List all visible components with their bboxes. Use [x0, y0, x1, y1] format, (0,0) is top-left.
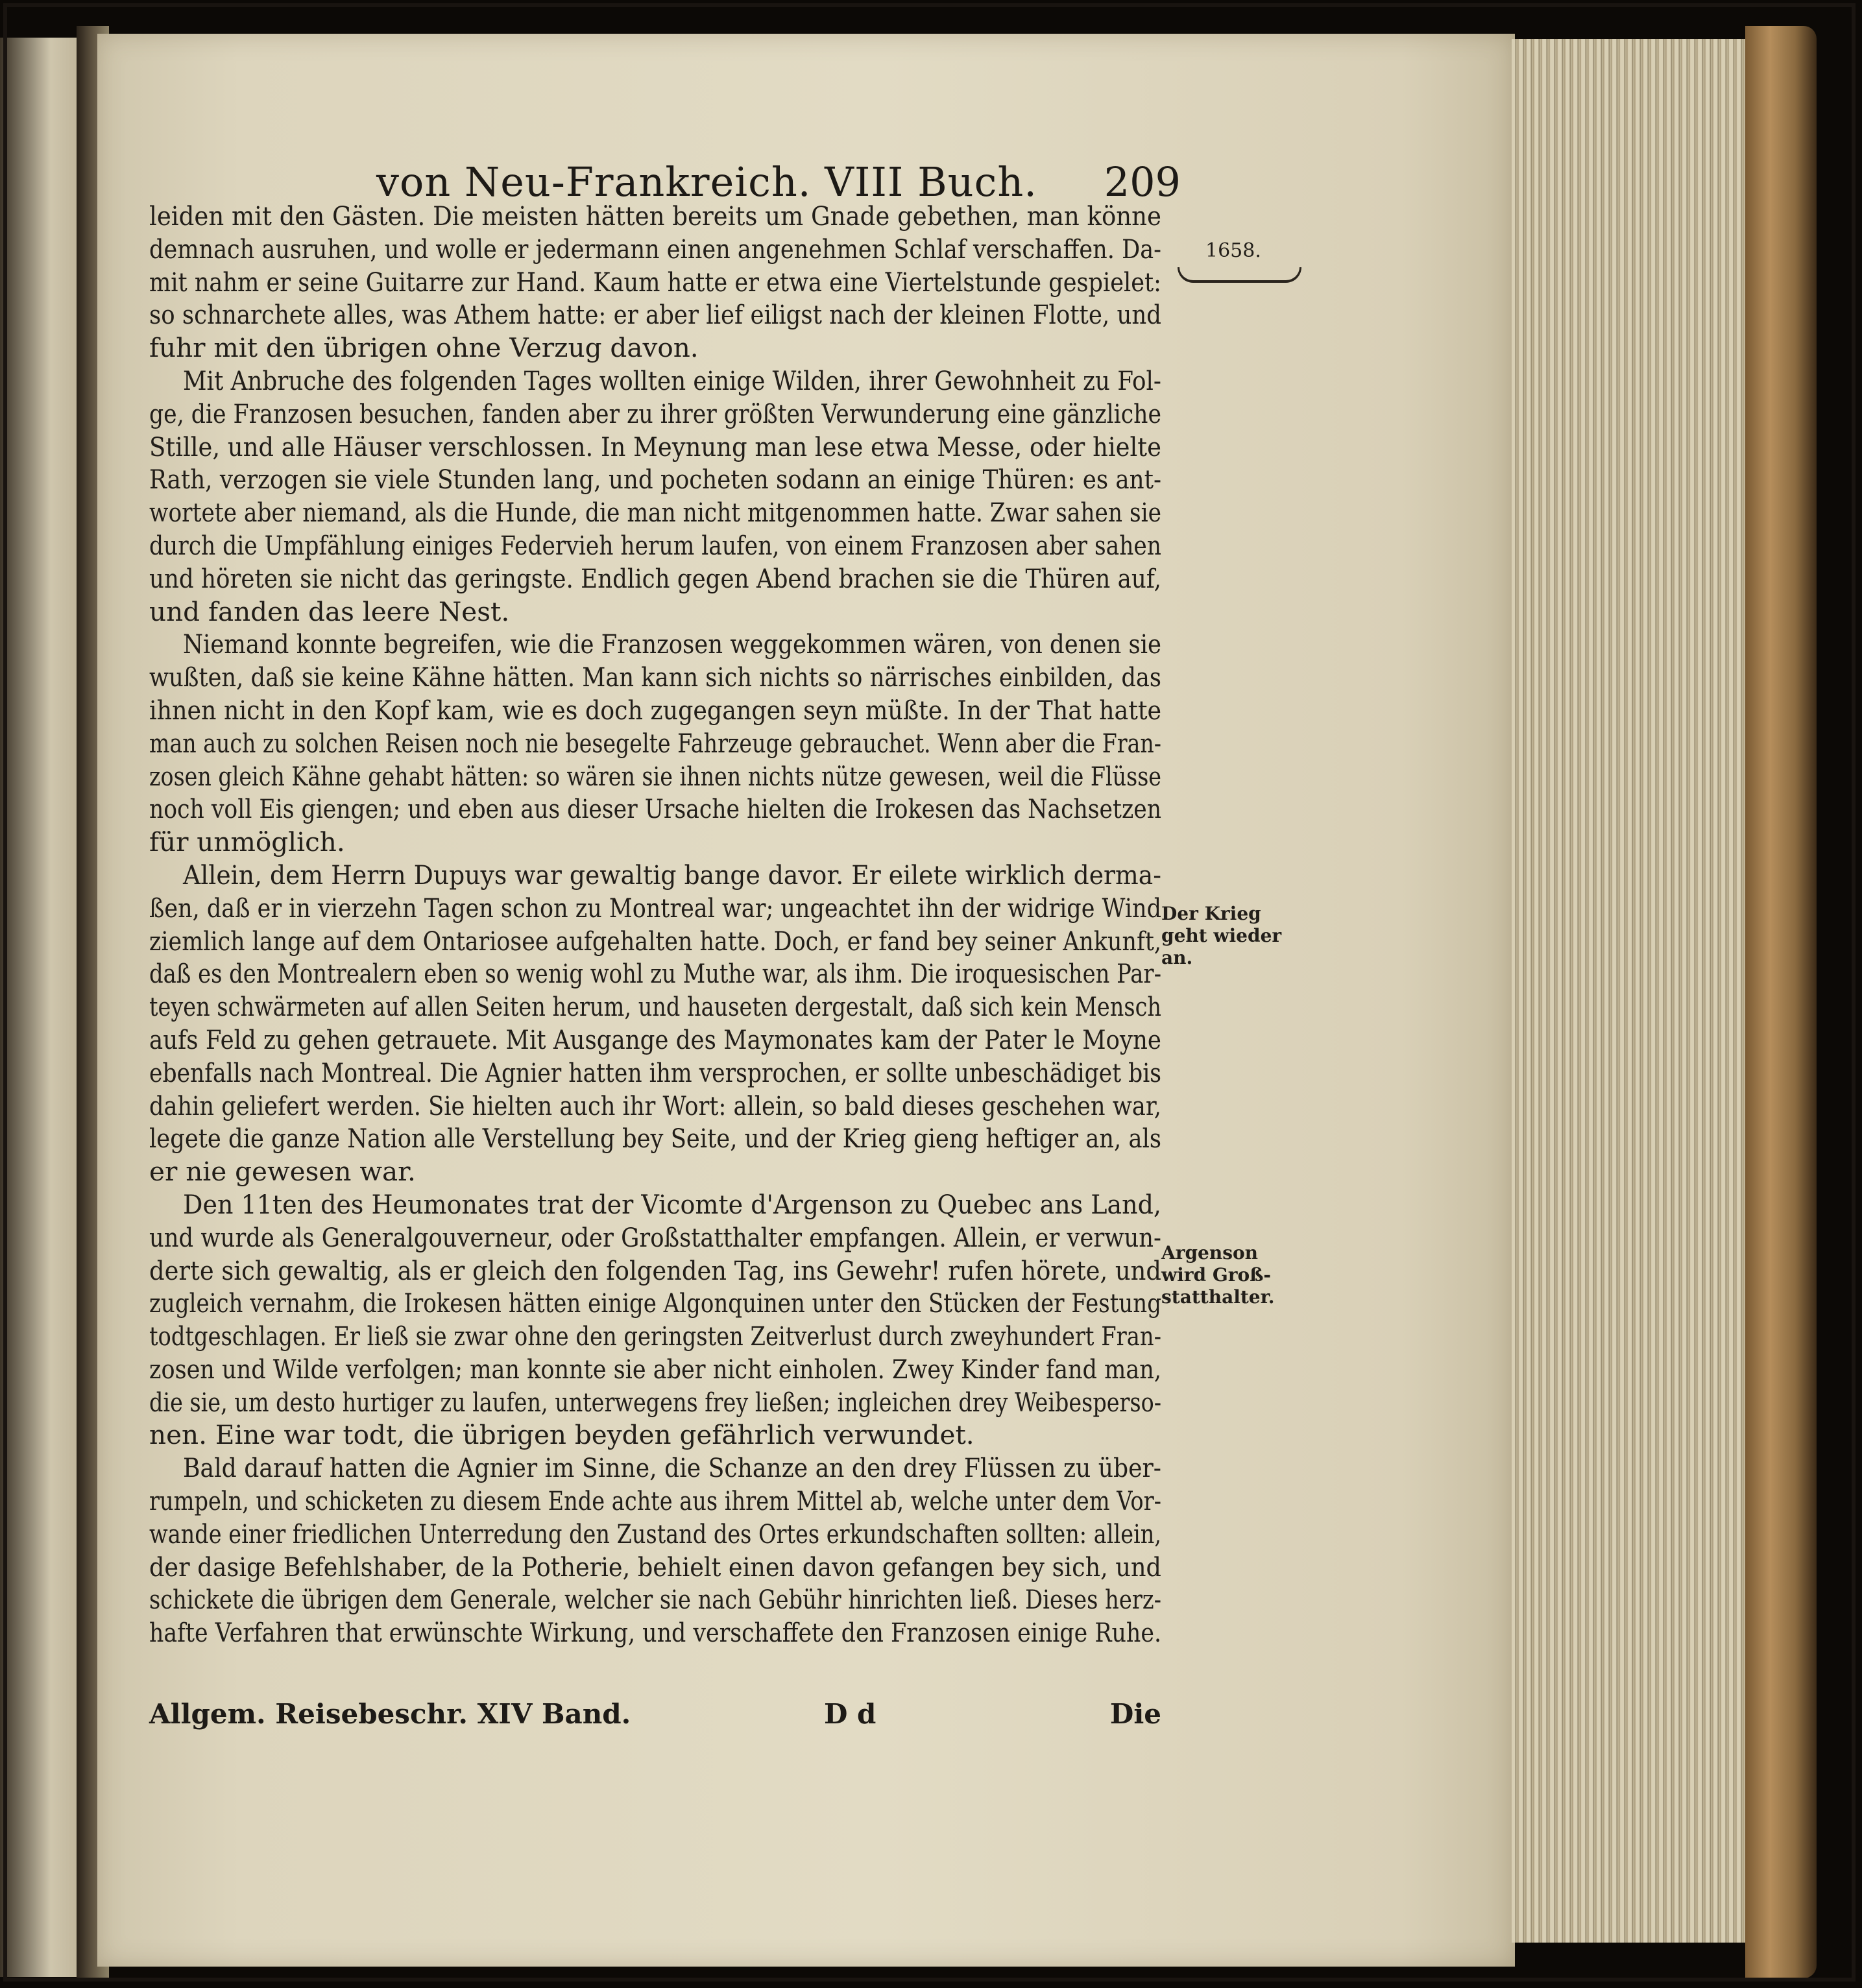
text-line: und fanden das leere Nest. — [149, 595, 510, 627]
text-line: wande einer friedlichen Unterredung den Zustand des Ortes erkundschaften sollten: allein, — [149, 1518, 1161, 1550]
margin-year-bracket — [1178, 267, 1301, 283]
text-line: man auch zu solchen Reisen noch nie besegelte Fahrzeuge gebrauchet. Wenn aber die Fran- — [149, 727, 1161, 759]
text-line: schickete die übrigen dem Generale, welcher sie nach Gebühr hinrichten ließ. Dieses herz- — [149, 1584, 1161, 1616]
text-line: todtgeschlagen. Er ließ sie zwar ohne den geringsten Zeitverlust durch zweyhundert Fran- — [149, 1321, 1161, 1352]
text-line: leiden mit den Gästen. Die meisten hätten bereits um Gnade gebethen, man könne — [149, 200, 1161, 232]
text-line: ebenfalls nach Montreal. Die Agnier hatten ihm versprochen, er sollte unbeschädiget bis — [149, 1057, 1161, 1088]
margin-note-krieg — [1161, 903, 1281, 969]
margin-note-line: Der Krieg — [1161, 903, 1261, 924]
page-number: 209 — [1104, 158, 1181, 206]
text-line: ihnen nicht in den Kopf kam, wie es doch zugegangen seyn müßte. In der That hatte — [149, 694, 1161, 726]
text-line: dahin geliefert werden. Sie hielten auch ihr Wort: allein, so bald dieses geschehen war, — [149, 1090, 1161, 1121]
text-line: Den 11ten des Heumonates trat der Vicomte d'Argenson zu Quebec ans Land, — [183, 1188, 1161, 1220]
margin-note-argenson — [1161, 1242, 1275, 1308]
text-line: für unmöglich. — [149, 826, 345, 858]
text-line: Rath, verzogen sie viele Stunden lang, und pocheten sodann an einige Thüren: es ant- — [149, 464, 1161, 496]
text-line: wortete aber niemand, als die Hunde, die man nicht mitgenommen hatte. Zwar sahen sie — [149, 497, 1161, 529]
text-line: aufs Feld zu gehen getrauete. Mit Ausgange des Maymonates kam der Pater le Moyne — [149, 1024, 1161, 1055]
text-line: ßen, daß er in vierzehn Tagen schon zu Montreal war; ungeachtet ihn der widrige Wind — [149, 892, 1161, 924]
margin-year: 1658. — [1205, 239, 1261, 262]
text-line: teyen schwärmeten auf allen Seiten herum, und hauseten dergestalt, daß sich kein Mensch — [149, 991, 1161, 1023]
text-line: so schnarchete alles, was Athem hatte: er aber lief eiligst nach der kleinen Flotte, und — [149, 299, 1161, 331]
margin-note-line: statthalter. — [1161, 1286, 1275, 1308]
book-cover-edge — [1745, 26, 1817, 1978]
text-line: und wurde als Generalgouverneur, oder Großstatthalter empfangen. Allein, er verwun- — [149, 1221, 1161, 1253]
text-line: zosen gleich Kähne gehabt hätten: so wären sie ihnen nichts nütze gewesen, weil die Flüsse — [149, 760, 1161, 792]
text-line: hafte Verfahren that erwünschte Wirkung, und verschaffete den Franzosen einige Ruhe. — [149, 1617, 1161, 1649]
text-line: ge, die Franzosen besuchen, fanden aber zu ihrer größten Verwunderung eine gänzliche — [149, 398, 1161, 429]
text-line: Niemand konnte begreifen, wie die Franzosen weggekommen wären, von denen sie — [183, 629, 1161, 660]
text-line: derte sich gewaltig, als er gleich den folgenden Tag, ins Gewehr! rufen hörete, und — [149, 1254, 1161, 1286]
text-line: Allein, dem Herrn Dupuys war gewaltig bange davor. Er eilete wirklich derma- — [183, 859, 1161, 891]
signature-mark: D d — [824, 1698, 877, 1730]
catchword: Die — [1109, 1698, 1161, 1730]
text-line: zosen und Wilde verfolgen; man konnte sie aber nicht einholen. Zwey Kinder fand man, — [149, 1353, 1161, 1385]
text-line: und höreten sie nicht das geringste. Endlich gegen Abend brachen sie die Thüren auf, — [149, 562, 1161, 594]
text-line: nen. Eine war todt, die übrigen beyden gefährlich verwundet. — [149, 1419, 974, 1451]
page-footer — [149, 1698, 1161, 1737]
text-line: demnach ausruhen, und wolle er jedermann einen angenehmen Schlaf verschaffen. Da- — [149, 233, 1161, 265]
text-line: Bald darauf hatten die Agnier im Sinne, die Schanze an den drey Flüssen zu über- — [183, 1452, 1161, 1484]
text-line: wußten, daß sie keine Kähne hätten. Man kann sich nichts so närrisches einbilden, das — [149, 662, 1161, 693]
text-line: der dasige Befehlshaber, de la Potherie, behielt einen davon gefangen bey sich, und — [149, 1551, 1161, 1583]
margin-note-line: an. — [1161, 947, 1193, 968]
margin-note-line: Argenson — [1161, 1242, 1259, 1263]
text-line: Stille, und alle Häuser verschlossen. In Meynung man lese etwa Messe, oder hielte — [149, 431, 1161, 462]
body-text — [149, 200, 1161, 1649]
signature-line: Allgem. Reisebeschr. XIV Band. — [149, 1698, 631, 1730]
text-line: Mit Anbruche des folgenden Tages wollten einige Wilden, ihrer Gewohnheit zu Fol- — [183, 365, 1161, 396]
text-line: noch voll Eis giengen; und eben aus dieser Ursache hielten die Irokesen das Nachsetzen — [149, 793, 1161, 825]
left-page-edge — [0, 38, 84, 1977]
text-line: mit nahm er seine Guitarre zur Hand. Kaum hatte er etwa eine Viertelstunde gespielet: — [149, 266, 1161, 298]
text-line: er nie gewesen war. — [149, 1156, 416, 1188]
text-line: zugleich vernahm, die Irokesen hätten einige Algonquinen unter den Stücken der Festung — [149, 1287, 1161, 1319]
margin-note-line: geht wieder — [1161, 925, 1282, 946]
text-line: rumpeln, und schicketen zu diesem Ende achte aus ihrem Mittel ab, welche unter dem Vor- — [149, 1485, 1161, 1517]
text-line: fuhr mit den übrigen ohne Verzug davon. — [149, 332, 699, 364]
text-line: ziemlich lange auf dem Ontariosee aufgehalten hatte. Doch, er fand bey seiner Ankunft, — [149, 925, 1161, 957]
text-line: legete die ganze Nation alle Verstellung bey Seite, und der Krieg gieng heftiger an, als — [149, 1123, 1161, 1155]
header-title: von Neu-Frankreich. VIII Buch. — [376, 158, 1037, 206]
page-edges — [1512, 39, 1771, 1943]
text-line: durch die Umpfählung einiges Federvieh herum laufen, von einem Franzosen aber sahen — [149, 529, 1161, 561]
margin-note-line: wird Groß- — [1161, 1264, 1272, 1286]
text-line: die sie, um desto hurtiger zu laufen, unterwegens frey ließen; ingleichen drey Weibesperso- — [149, 1386, 1161, 1418]
text-line: daß es den Montrealern eben so wenig wohl zu Muthe war, als ihm. Die iroquesischen Par- — [149, 958, 1161, 990]
